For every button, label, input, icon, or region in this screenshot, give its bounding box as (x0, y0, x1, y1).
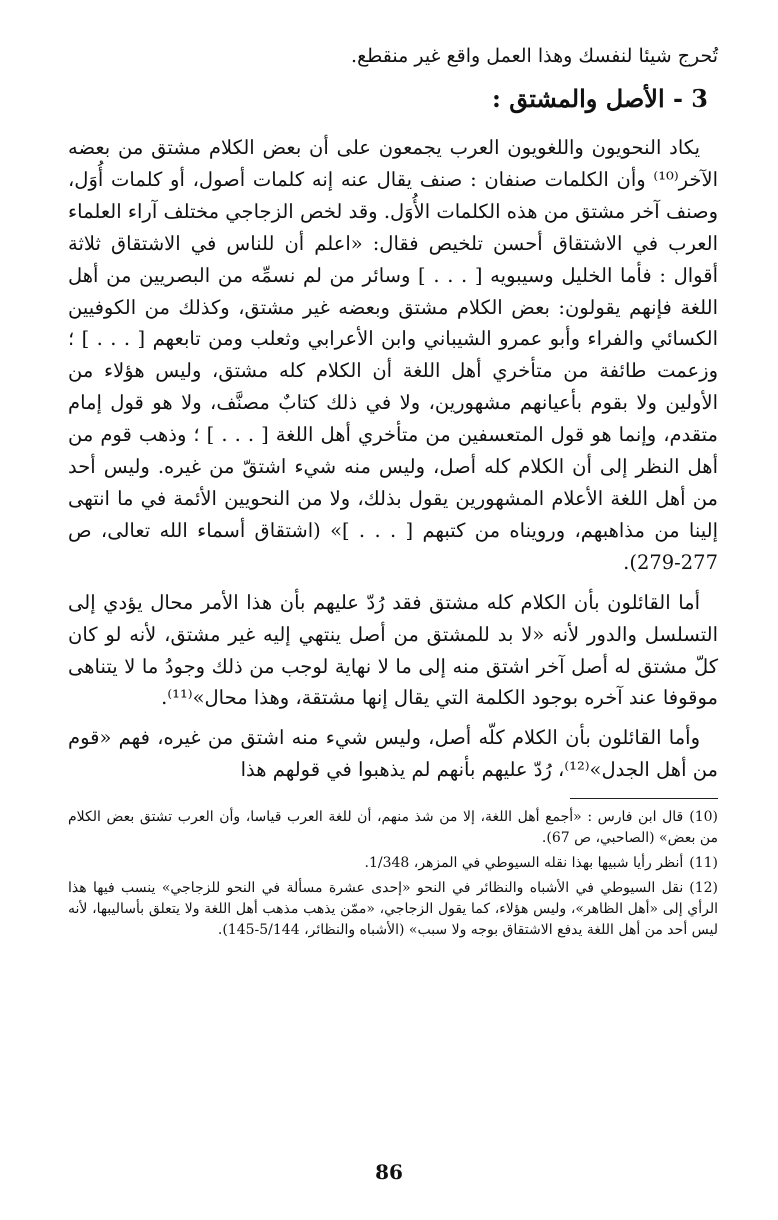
intro-line: تُحرج شيئا لنفسك وهذا العمل واقع غير منقطع. (351, 45, 718, 67)
body-paragraph: أما القائلون بأن الكلام كله مشتق فقد رُدّ عليهم بأن هذا الأمر محال يؤدي إلى التسلسل والدور لأنه «لا بد للمشتق من أصل ينتهي إليه غير مشتق، لأنه لو كان كلّ مشتق له أصل آخر اشتق منه إلى ما لا نهاية لوجب من ذلك وجودُ ما لا يتناهى موقوفا عند آخره بوجود الكلمة التي يقال إنها مشتقة، وهذا محال»⁽¹¹⁾. (68, 590, 718, 710)
footnote (68, 853, 718, 874)
body-paragraph: يكاد النحويون واللغويون العرب يجمعون على أن بعض الكلام مشتق من بعضه الآخر⁽¹⁰⁾ وأن الكلمات صنفان : صنف يقال عنه إنه كلمات أصول، أو كلمات أُوَل، وصنف آخر مشتق من هذه الكلمات الأُوَل. وقد لخص الزجاجي مختلف آراء العلماء العرب في الاشتقاق أحسن تلخيص فقال: «اعلم أن للناس في الاشتقاق ثلاثة أقوال : فأما الخليل وسيبويه [ . . . ] وسائر من لم نسمِّه من البصريين من أهل اللغة فإنهم يقولون: بعض الكلام مشتق وبعضه غير مشتق، وكذلك من الكوفيين الكسائي والفراء وأبو عمرو الشيباني وابن الأعرابي وثعلب ومن تابعهم [ . . . ] ؛ وزعمت طائفة من متأخري أهل اللغة أن الكلام كله مشتق، وليس هؤلاء من الأولين ولا بقوم بأعيانهم مشهورين، ولا في ذلك كتابٌ مصنَّف، ولا هو قول إمام متقدم، وإنما هو قول المتعسفين من متأخري أهل اللغة [ . . . ] ؛ وذهب قوم من أهل النظر إلى أن الكلام كله أصل، وليس منه شيء اشتقّ من غيره. وليس أحد من أهل اللغة الأعلام المشهورين يقول بذلك، ولا من النحويين الأئمة في ما انتهى إلينا من مذاهبهم، ورويناه من كتبهم [ . . . ]» (اشتقاق أسماء الله تعالى، ص 277-279). (68, 136, 718, 574)
footnote-number: (11) (689, 855, 718, 872)
footnote (68, 807, 718, 849)
section-heading: 3 - الأصل والمشتق : (492, 84, 708, 113)
footnote-number: (12) (689, 880, 718, 897)
footnote-text: نقل السيوطي في الأشباه والنظائر في النحو «إحدى عشرة مسألة في النحو للزجاجي» ينسب فيها هذا الرأي إلى «أهل الظاهر»، وليس هؤلاء، كما يقول الزجاجي، «ممّن يذهب مذهب أهل اللغة ولا يتعلق بأساليبها، لأنه ليس أحد من أهل اللغة يدفع الاشتقاق بوجه ولا سبب» (الأشباه والنظائر، 5/144-145). (68, 880, 718, 939)
footnote (68, 878, 718, 941)
footnote-text: أنظر رأيا شبيها بهذا نقله السيوطي في المزهر، 1/348. (364, 855, 684, 872)
footnote-divider (570, 798, 718, 799)
body-paragraph: وأما القائلون بأن الكلام كلّه أصل، وليس شيء منه اشتق من غيره، فهم «قوم من أهل الجدل»⁽¹²⁾، رُدّ عليهم بأنهم لم يذهبوا في قولهم هذا (68, 726, 718, 782)
footnote-number: (10) (689, 809, 718, 826)
footnote-text: قال ابن فارس : «أجمع أهل اللغة، إلا من شذ منهم، أن للغة العرب قياسا، وأن العرب تشتق بعض الكلام من بعض» (الصاحبي، ص 67). (68, 809, 718, 847)
page-number: 86 (375, 1160, 403, 1184)
